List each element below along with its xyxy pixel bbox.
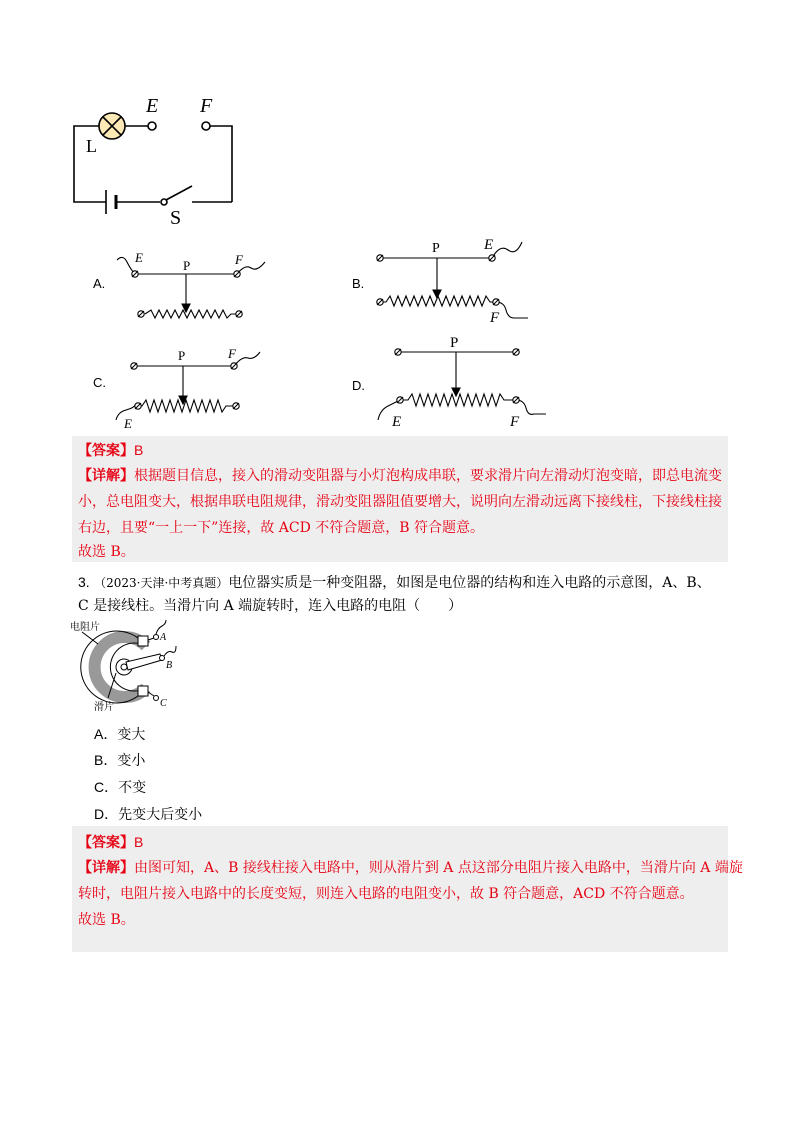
- answer-1-conclusion: 故选 B。: [78, 544, 135, 560]
- question-3-line-2: C 是接线柱。当滑片向 A 端旋转时，连入电路的电阻（ ）: [78, 598, 463, 614]
- answer-2-value: B: [134, 834, 144, 850]
- question-3-line-1: [78, 572, 711, 593]
- label-terminal-b: B: [166, 660, 173, 671]
- question-source: （2023·天津·中考真题）: [94, 576, 229, 590]
- answer-1-detail-line-1: 【详解】根据题目信息，接入的滑动变阻器与小灯泡构成串联，要求滑片向左滑动灯泡变暗，即总电流变: [78, 468, 722, 484]
- option-b-p: P: [432, 241, 440, 256]
- label-resistor-strip: 电阻片: [70, 622, 100, 633]
- answer-1-tag: 【答案】: [78, 443, 134, 459]
- answer-1-detail-line-3: 右边，且要“一上一下”连接，故 ACD 不符合题意，B 符合题意。: [78, 520, 484, 536]
- option-a-key: A.: [93, 276, 106, 291]
- option-d-e: E: [392, 414, 402, 430]
- potentiometer-diagram: [68, 618, 178, 718]
- option-c-p: P: [178, 348, 186, 363]
- answer-2-line: [78, 832, 143, 853]
- answer-2-detail-line-1: 【详解】由图可知，A、B 接线柱接入电路中，则从滑片到 A 点这部分电阻片接入电路中，当滑片向 A 端旋: [78, 860, 743, 876]
- option-a-p: P: [183, 258, 191, 273]
- terminal-e-label: E: [146, 95, 159, 117]
- label-terminal-a: A: [160, 632, 167, 643]
- answer-1-value: B: [134, 442, 144, 458]
- label-slider: 滑片: [94, 702, 114, 713]
- option-c-f: F: [228, 346, 236, 361]
- option-a-f: F: [235, 252, 243, 267]
- option-d-f: F: [510, 414, 520, 430]
- option-a-e: E: [135, 250, 143, 265]
- choice-a[interactable]: A．变大: [94, 726, 146, 743]
- option-c-e: E: [124, 416, 132, 431]
- question-text-1: 电位器实质是一种变阻器，如图是电位器的结构和连入电路的示意图，A、B、: [228, 575, 711, 591]
- choice-d[interactable]: D．先变大后变小: [94, 806, 203, 823]
- question-number: 3.: [78, 574, 90, 590]
- answer-1-detail-tag: 【详解】: [78, 468, 134, 484]
- option-d-key: D.: [352, 378, 365, 393]
- answer-2-detail-line-2: 转时，电阻片接入电路中的长度变短，则连入电路的电阻变小，故 B 符合题意，ACD 不符合题意。: [78, 886, 694, 902]
- option-c-key: C.: [93, 375, 106, 390]
- answer-2-detail-tag: 【详解】: [78, 860, 134, 876]
- answer-2-conclusion: 故选 B。: [78, 912, 135, 928]
- option-d-p: P: [450, 335, 459, 351]
- label-terminal-c: C: [160, 698, 167, 709]
- circuit-diagram: [60, 90, 260, 230]
- choice-b[interactable]: B．变小: [94, 752, 146, 769]
- option-b-diagram: [370, 232, 535, 327]
- choice-c[interactable]: C．不变: [94, 779, 147, 796]
- lamp-label: L: [86, 136, 97, 156]
- terminal-f-label: F: [200, 95, 213, 117]
- option-b-key: B.: [352, 276, 365, 291]
- answer-1-detail-line-2: 小，总电阻变大，根据串联电阻规律，滑动变阻器阻值要增大，说明向左滑动远离下接线柱，下接线柱接: [78, 494, 722, 510]
- option-c-diagram: [112, 340, 272, 435]
- option-a-diagram: [115, 248, 275, 328]
- option-b-f: F: [490, 310, 500, 326]
- answer-1-line: [78, 440, 143, 461]
- option-b-e: E: [484, 237, 494, 253]
- option-d-diagram: [376, 330, 551, 435]
- switch-label: S: [170, 207, 182, 229]
- answer-2-tag: 【答案】: [78, 835, 134, 851]
